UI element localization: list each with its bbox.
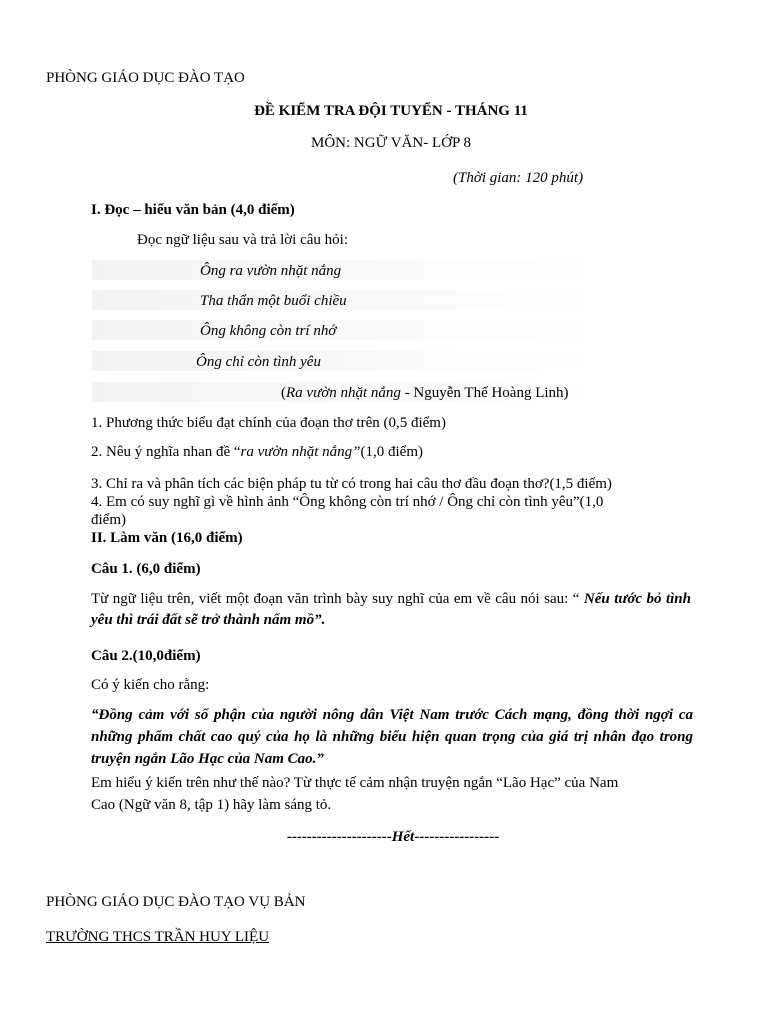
poem-line-shade xyxy=(92,290,602,310)
cau2-heading: Câu 2.(10,0điểm) xyxy=(91,648,201,664)
part1-heading: I. Đọc – hiểu văn bản (4,0 điểm) xyxy=(91,202,295,218)
end-dashes-left: --------------------- xyxy=(286,829,392,845)
exam-title: ĐỀ KIỂM TRA ĐỘI TUYỂN - THÁNG 11 xyxy=(254,103,528,119)
end-dashes-right: ----------------- xyxy=(414,829,500,845)
cau1-prompt xyxy=(91,589,691,631)
question-2 xyxy=(91,443,423,461)
footer-school: TRƯỜNG THCS TRẦN HUY LIỆU xyxy=(46,929,270,945)
cau2-intro: Có ý kiến cho rằng: xyxy=(91,677,210,693)
question-3: 3. Chỉ ra và phân tích các biện pháp tu từ có trong hai câu thơ đầu đoạn thơ?(1,5 điểm) xyxy=(91,476,612,492)
cau2-quote: “Đồng cảm với số phận của người nông dân Việt Nam trước Cách mạng, đồng thời ngợi ca những phẩm chất cao quý của họ là những biểu hiện quan trọng của giá trị nhân đạo trong truyện ngắn Lão Hạc của Nam Cao.” xyxy=(91,707,693,767)
question-4-line-2: điểm) xyxy=(91,512,126,528)
footer-department: PHÒNG GIÁO DỤC ĐÀO TẠO VỤ BẢN xyxy=(46,894,306,910)
cau2-task-line-2: Cao (Ngữ văn 8, tập 1) hãy làm sáng tỏ. xyxy=(91,797,332,813)
source-title: Ra vườn nhặt nắng xyxy=(286,385,401,401)
poem-line-shade xyxy=(92,260,602,280)
part2-heading: II. Làm văn (16,0 điểm) xyxy=(91,530,243,546)
poem-line-4: Ông chỉ còn tình yêu xyxy=(196,354,321,370)
cau1-quote: Nếu tước bỏ tình yêu thì trái đất sẽ trở thành nấm mồ”. xyxy=(91,591,691,628)
time-limit: (Thời gian: 120 phút) xyxy=(453,170,584,186)
question-4-line-1: 4. Em có suy nghĩ gì về hình ảnh “Ông không còn trí nhớ / Ông chỉ còn tình yêu”(1,0 xyxy=(91,494,604,510)
poem-line-1: Ông ra vườn nhặt nắng xyxy=(200,263,342,279)
poem-source xyxy=(281,384,569,402)
end-marker xyxy=(0,828,768,846)
poem-line-2: Tha thẩn một buổi chiều xyxy=(200,293,347,309)
question-2-title: ra vườn nhặt nắng” xyxy=(240,444,361,460)
poem-line-shade xyxy=(92,351,602,371)
source-author: - Nguyễn Thế Hoàng Linh) xyxy=(400,385,569,401)
part1-instruction: Đọc ngữ liệu sau và trả lời câu hỏi: xyxy=(137,232,349,248)
poem-line-shade xyxy=(92,320,602,340)
cau2-task-line-1: Em hiểu ý kiến trên như thế nào? Từ thực tế cảm nhận truyện ngắn “Lão Hạc” của Nam xyxy=(91,775,619,791)
poem-line-3: Ông không còn trí nhớ xyxy=(200,323,337,339)
cau1-heading: Câu 1. (6,0 điểm) xyxy=(91,561,201,577)
department-heading: PHÒNG GIÁO DỤC ĐÀO TẠO xyxy=(46,70,245,86)
question-2-lead: 2. Nêu ý nghĩa nhan đề “ xyxy=(91,444,241,460)
subject-line: MÔN: NGỮ VĂN- LỚP 8 xyxy=(311,135,471,151)
end-word: Hết xyxy=(391,829,415,845)
source-paren: ( xyxy=(281,385,286,401)
cau1-text: Từ ngữ liệu trên, viết một đoạn văn trình bày suy nghĩ của em về câu nói sau: “ xyxy=(91,591,584,607)
question-2-points: (1,0 điểm) xyxy=(360,444,423,460)
question-1: 1. Phương thức biểu đạt chính của đoạn thơ trên (0,5 điểm) xyxy=(91,415,446,431)
